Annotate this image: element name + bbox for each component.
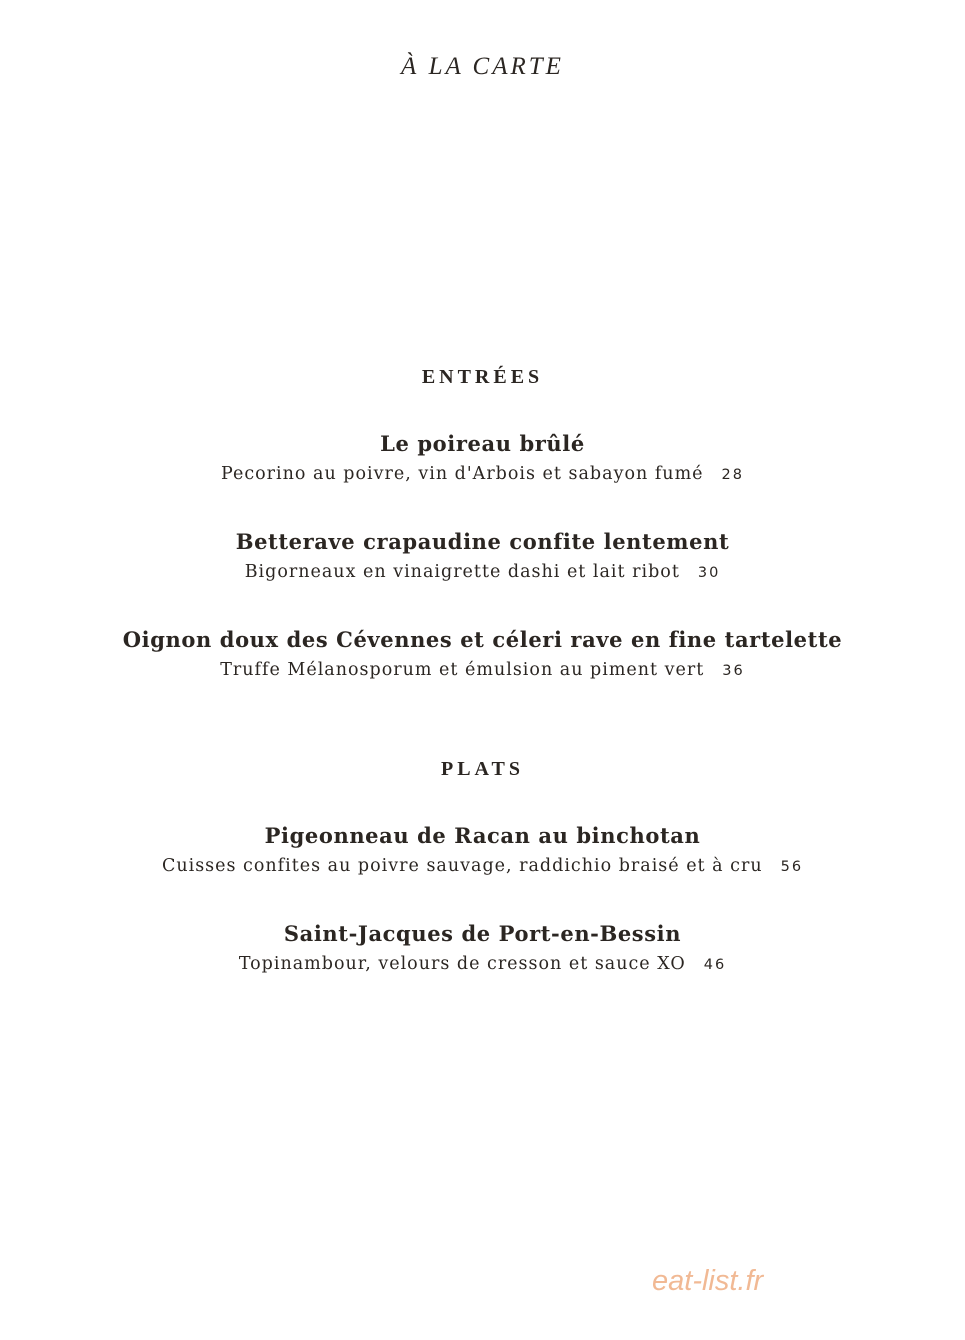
page-title: À LA CARTE [401,53,564,80]
dish-line [0,464,965,484]
dish-description: Topinambour, velours de cresson et sauce XO [238,954,686,974]
dish-name: Pigeonneau de Racan au binchotan [264,823,701,848]
dish-price: 28 [721,467,744,483]
dish-price: 36 [722,663,745,679]
menu-item [0,430,965,484]
menu-item [0,528,965,582]
dish-name: Saint-Jacques de Port-en-Bessin [283,921,682,946]
section-heading-plats: PLATS [441,758,524,780]
section-heading-entrees: ENTRÉES [421,366,544,388]
dish-line [0,562,965,582]
dish-line [0,856,965,876]
menu-item [0,920,965,974]
menu-item [0,822,965,876]
dish-description: Truffe Mélanosporum et émulsion au piment vert [220,660,705,680]
dish-price: 56 [780,859,804,875]
dish-name: Oignon doux des Cévennes et céleri rave en fine tartelette [122,627,843,652]
dish-line [0,660,965,680]
dish-description: Bigorneaux en vinaigrette dashi et lait ribot [244,562,680,582]
watermark: eat-list.fr [652,1265,764,1297]
dish-description: Pecorino au poivre, vin d'Arbois et sabayon fumé [221,464,704,484]
dish-name: Betterave crapaudine confite lentement [235,529,730,554]
dish-name: Le poireau brûlé [380,431,585,456]
dish-price: 30 [697,565,721,581]
dish-description: Cuisses confites au poivre sauvage, raddichio braisé et à cru [161,856,763,876]
dish-line [0,954,965,974]
dish-price: 46 [703,957,727,973]
menu-item [0,626,965,680]
